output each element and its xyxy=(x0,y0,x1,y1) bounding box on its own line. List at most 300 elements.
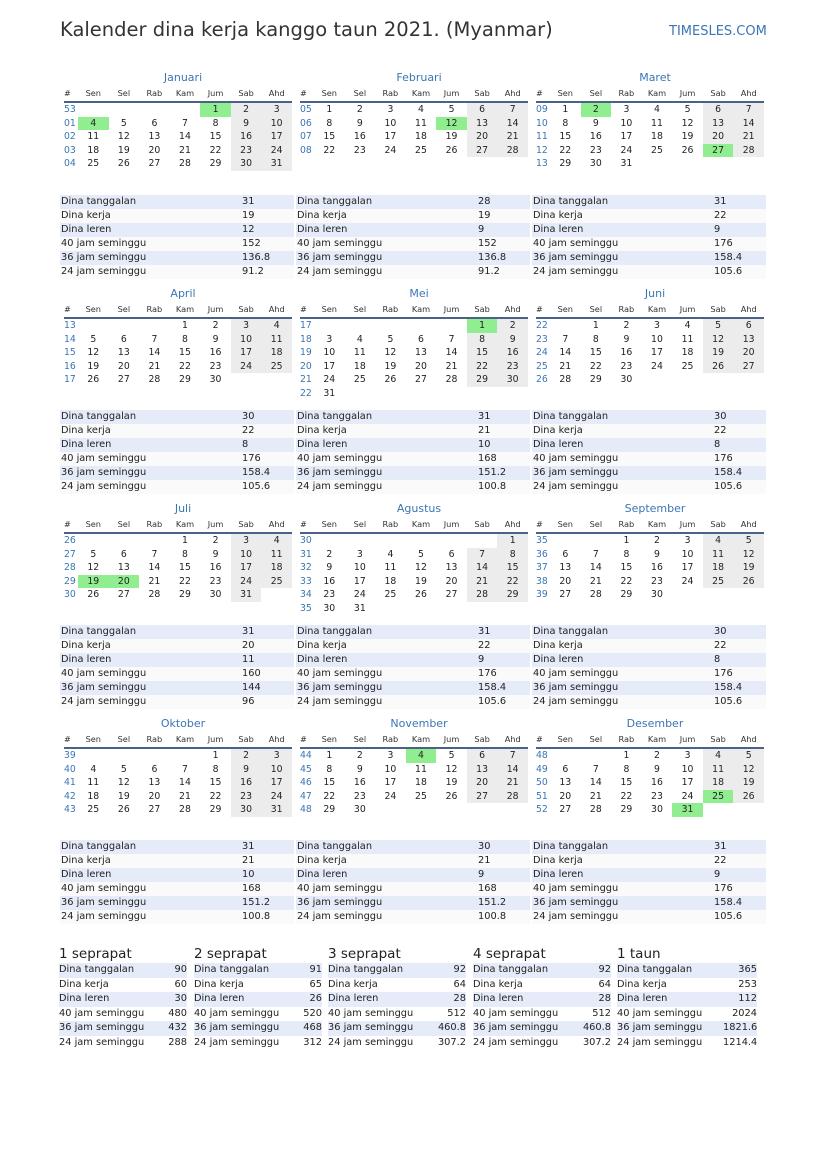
empty-day-cell xyxy=(109,748,140,763)
weekday-header: Ahd xyxy=(261,302,292,318)
day-cell: 28 xyxy=(467,588,498,602)
day-cell: 13 xyxy=(467,763,498,777)
weekday-header: Sen xyxy=(550,517,581,533)
day-cell: 3 xyxy=(684,750,691,761)
stat-row xyxy=(296,854,530,868)
day-cell: 12 xyxy=(87,347,100,359)
month-calendar xyxy=(536,286,764,387)
stat-label: 36 jam seminggu xyxy=(532,251,713,265)
empty-day-cell xyxy=(345,387,376,401)
stat-label: 36 jam seminggu xyxy=(60,896,241,910)
day-cell: 1 xyxy=(182,535,188,546)
stat-label: Dina tanggalan xyxy=(532,840,713,854)
week-number-header: # xyxy=(64,86,78,102)
day-cell: 22 xyxy=(589,360,602,372)
day-cell: 27 xyxy=(467,144,498,158)
stat-value: 158.4 xyxy=(713,681,766,695)
summary-value: 307.2 xyxy=(579,1036,611,1051)
empty-day-cell xyxy=(109,533,140,548)
stat-value: 158.4 xyxy=(477,681,530,695)
day-cell: 11 xyxy=(681,333,694,345)
day-cell: 26 xyxy=(445,790,458,802)
day-cell: 25 xyxy=(384,589,397,601)
week-row xyxy=(300,144,528,158)
summary-label: Dina tanggalan xyxy=(617,963,723,978)
summary-label: 24 jam seminggu xyxy=(617,1036,723,1051)
summary-label: Dina leren xyxy=(59,992,167,1007)
week-number: 22 xyxy=(536,320,548,331)
week-row xyxy=(64,748,292,763)
day-cell: 29 xyxy=(620,589,633,601)
month-name: Januari xyxy=(163,71,203,84)
stat-value: 176 xyxy=(713,667,766,681)
summary-value: 65 xyxy=(300,978,322,993)
week-number: 26 xyxy=(536,374,548,386)
day-cell: 22 xyxy=(467,360,498,374)
weekday-header: Ahd xyxy=(261,517,292,533)
weekday-header: Rab xyxy=(375,732,406,748)
summary-value: 28 xyxy=(436,992,466,1007)
day-cell: 16 xyxy=(323,575,336,587)
summary-row xyxy=(328,1021,466,1036)
day-cell: 21 xyxy=(559,360,572,372)
week-row xyxy=(64,130,292,144)
stat-label: Dina tanggalan xyxy=(532,195,713,209)
holiday-day-cell: 19 xyxy=(78,575,109,589)
stat-row xyxy=(296,639,530,653)
stat-value: 151.2 xyxy=(241,896,294,910)
day-cell: 1 xyxy=(562,104,569,115)
week-row xyxy=(64,360,292,374)
stat-row xyxy=(532,223,766,237)
day-cell: 19 xyxy=(117,790,130,802)
summary-table xyxy=(59,963,187,1050)
day-cell: 29 xyxy=(209,804,222,816)
week-row xyxy=(64,790,292,804)
day-cell: 28 xyxy=(148,374,161,386)
day-cell: 12 xyxy=(117,777,130,789)
month-calendar xyxy=(300,286,528,401)
weekday-header: Sel xyxy=(581,732,612,748)
day-cell: 8 xyxy=(497,548,528,562)
stat-row xyxy=(60,840,294,854)
summary-label: 36 jam seminggu xyxy=(194,1021,300,1036)
summary-row xyxy=(328,1007,466,1022)
week-number-header: # xyxy=(536,302,550,318)
day-cell: 18 xyxy=(681,347,694,359)
day-cell: 16 xyxy=(651,562,663,574)
empty-day-cell xyxy=(703,373,734,387)
day-cell: 31 xyxy=(261,157,292,171)
day-cell: 16 xyxy=(353,777,366,789)
stat-label: Dina tanggalan xyxy=(296,195,477,209)
day-cell: 23 xyxy=(209,360,222,372)
day-cell: 8 xyxy=(212,117,219,129)
day-cell: 5 xyxy=(703,318,734,333)
week-row xyxy=(300,561,528,575)
day-cell: 7 xyxy=(467,548,498,562)
day-cell: 23 xyxy=(353,144,366,156)
day-cell: 21 xyxy=(445,360,458,372)
stat-value: 28 xyxy=(477,195,530,209)
day-cell: 24 xyxy=(231,575,262,589)
week-row xyxy=(300,346,528,360)
stat-label: 24 jam seminggu xyxy=(296,910,477,924)
day-cell: 6 xyxy=(418,333,424,345)
month-table xyxy=(536,732,764,817)
month-name: Desember xyxy=(626,717,684,730)
week-number: 23 xyxy=(536,333,548,345)
day-cell: 29 xyxy=(209,158,222,170)
day-cell: 3 xyxy=(261,102,292,117)
week-row xyxy=(300,117,528,131)
week-row xyxy=(300,318,528,333)
day-cell: 1 xyxy=(623,750,630,761)
week-row xyxy=(536,561,764,575)
stat-row xyxy=(296,237,530,251)
day-cell: 21 xyxy=(733,130,764,144)
summary-row xyxy=(194,1036,322,1051)
stat-row xyxy=(296,910,530,924)
day-cell: 5 xyxy=(90,548,97,560)
weekday-header: Rab xyxy=(375,517,406,533)
week-row xyxy=(536,373,764,387)
empty-day-cell xyxy=(78,102,109,117)
week-row xyxy=(300,803,528,817)
stat-row xyxy=(296,452,530,466)
day-cell: 24 xyxy=(651,360,663,372)
day-cell: 31 xyxy=(353,602,366,614)
day-cell: 20 xyxy=(559,575,572,587)
week-number: 01 xyxy=(64,117,76,129)
day-cell: 6 xyxy=(703,102,734,117)
weekday-header: Sab xyxy=(467,517,498,533)
stat-row xyxy=(532,625,766,639)
weekday-header: Jum xyxy=(436,732,467,748)
empty-day-cell xyxy=(467,533,498,548)
stat-value: 19 xyxy=(477,209,530,223)
summary-label: 40 jam seminggu xyxy=(194,1007,300,1022)
stat-row xyxy=(60,480,294,494)
day-cell: 24 xyxy=(384,790,397,802)
empty-day-cell xyxy=(642,373,673,387)
week-number: 08 xyxy=(300,144,312,156)
day-cell: 28 xyxy=(497,144,528,158)
stat-label: 24 jam seminggu xyxy=(296,695,477,709)
summary-block xyxy=(194,945,322,1050)
day-cell: 12 xyxy=(681,117,694,129)
day-cell: 15 xyxy=(467,346,498,360)
day-cell: 13 xyxy=(148,131,161,143)
summary-label: Dina kerja xyxy=(617,978,723,993)
week-row xyxy=(536,157,764,171)
stat-row xyxy=(60,223,294,237)
stat-row xyxy=(60,195,294,209)
day-cell: 26 xyxy=(703,360,734,374)
day-cell: 4 xyxy=(684,320,691,331)
stat-label: Dina kerja xyxy=(296,209,477,223)
empty-day-cell xyxy=(642,157,673,171)
day-cell: 26 xyxy=(87,589,100,601)
day-cell: 23 xyxy=(589,144,602,156)
empty-day-cell xyxy=(436,387,467,401)
stat-label: Dina leren xyxy=(296,653,477,667)
week-row xyxy=(64,548,292,562)
day-cell: 12 xyxy=(733,548,764,562)
summary-row xyxy=(59,1036,187,1051)
day-cell: 6 xyxy=(120,333,127,345)
day-cell: 11 xyxy=(415,117,427,129)
weekday-header: Sel xyxy=(345,732,376,748)
summary-value: 512 xyxy=(579,1007,611,1022)
day-cell: 19 xyxy=(703,346,734,360)
week-row xyxy=(300,533,528,548)
day-cell: 3 xyxy=(231,533,262,548)
stat-value: 9 xyxy=(713,868,766,882)
day-cell: 14 xyxy=(733,117,764,131)
day-cell: 25 xyxy=(681,360,694,372)
day-cell: 25 xyxy=(703,575,734,589)
week-row xyxy=(536,803,764,817)
week-row xyxy=(64,575,292,589)
week-number: 15 xyxy=(64,347,76,359)
weekday-header: Kam xyxy=(406,86,437,102)
day-cell: 1 xyxy=(212,750,219,761)
stat-label: Dina tanggalan xyxy=(60,840,241,854)
day-cell: 10 xyxy=(681,763,694,775)
day-cell: 14 xyxy=(179,131,191,143)
day-cell: 12 xyxy=(445,763,458,775)
summary-label: 36 jam seminggu xyxy=(473,1021,579,1036)
stat-value: 168 xyxy=(477,452,530,466)
empty-day-cell xyxy=(139,102,170,117)
day-cell: 16 xyxy=(620,347,633,359)
day-cell: 26 xyxy=(681,144,694,156)
day-cell: 26 xyxy=(445,144,458,156)
day-cell: 24 xyxy=(384,144,397,156)
month-table xyxy=(300,86,528,157)
day-cell: 22 xyxy=(620,790,633,802)
day-cell: 13 xyxy=(703,117,734,131)
day-cell: 5 xyxy=(120,763,127,775)
week-row xyxy=(300,387,528,401)
stat-label: 24 jam seminggu xyxy=(296,265,477,279)
month-name: Oktober xyxy=(160,717,206,730)
stat-row xyxy=(296,667,530,681)
day-cell: 7 xyxy=(562,333,569,345)
stat-label: 36 jam seminggu xyxy=(60,466,241,480)
stat-label: 36 jam seminggu xyxy=(532,466,713,480)
stat-label: Dina tanggalan xyxy=(60,625,241,639)
summary-row xyxy=(194,978,322,993)
stat-row xyxy=(296,209,530,223)
day-cell: 30 xyxy=(231,157,262,171)
day-cell: 6 xyxy=(562,548,569,560)
week-row xyxy=(300,748,528,763)
day-cell: 22 xyxy=(209,790,222,802)
summary-label: 24 jam seminggu xyxy=(473,1036,579,1051)
summary-label: 40 jam seminggu xyxy=(59,1007,167,1022)
empty-day-cell xyxy=(703,157,734,171)
summary-label: Dina tanggalan xyxy=(473,963,579,978)
summary-label: Dina tanggalan xyxy=(194,963,300,978)
day-cell: 1 xyxy=(592,320,599,331)
summary-row xyxy=(617,1021,757,1036)
week-number: 39 xyxy=(64,750,76,761)
stat-label: Dina kerja xyxy=(532,854,713,868)
day-cell: 26 xyxy=(117,158,130,170)
summary-value: 92 xyxy=(436,963,466,978)
day-cell: 27 xyxy=(148,804,161,816)
empty-day-cell xyxy=(78,533,109,548)
day-cell: 29 xyxy=(497,588,528,602)
stat-value: 31 xyxy=(477,410,530,424)
day-cell: 14 xyxy=(445,347,458,359)
stat-row xyxy=(60,882,294,896)
day-cell: 22 xyxy=(559,144,572,156)
day-cell: 18 xyxy=(651,131,663,143)
stat-value: 9 xyxy=(477,653,530,667)
stat-label: Dina tanggalan xyxy=(532,410,713,424)
empty-day-cell xyxy=(436,318,467,333)
stat-row xyxy=(532,681,766,695)
day-cell: 13 xyxy=(117,347,130,359)
stat-label: 40 jam seminggu xyxy=(296,452,477,466)
brand-logo-text[interactable]: TIMESLES.COM xyxy=(669,24,767,39)
day-cell: 2 xyxy=(231,102,262,117)
stat-label: 36 jam seminggu xyxy=(532,896,713,910)
day-cell: 4 xyxy=(90,763,97,775)
week-row xyxy=(536,318,764,333)
stat-row xyxy=(60,854,294,868)
summary-label: Dina kerja xyxy=(59,978,167,993)
week-number-header: # xyxy=(300,517,314,533)
weekday-header: Sab xyxy=(231,732,262,748)
summary-label: 40 jam seminggu xyxy=(328,1007,436,1022)
day-cell: 18 xyxy=(87,144,100,156)
week-row xyxy=(536,117,764,131)
day-cell: 19 xyxy=(445,131,458,143)
week-row xyxy=(536,346,764,360)
empty-day-cell xyxy=(139,748,170,763)
day-cell: 24 xyxy=(620,144,633,156)
day-cell: 25 xyxy=(415,144,427,156)
stat-row xyxy=(296,882,530,896)
weekday-header: Sab xyxy=(231,517,262,533)
empty-day-cell xyxy=(703,588,734,602)
summary-value: 480 xyxy=(167,1007,187,1022)
day-cell: 28 xyxy=(733,144,764,158)
day-cell: 9 xyxy=(623,333,630,345)
stat-value: 158.4 xyxy=(713,896,766,910)
month-table xyxy=(64,732,292,817)
week-number-header: # xyxy=(64,517,78,533)
stat-row xyxy=(60,695,294,709)
week-row xyxy=(64,561,292,575)
week-row xyxy=(300,360,528,374)
day-cell: 3 xyxy=(654,320,660,331)
day-cell: 24 xyxy=(681,790,694,802)
page-title: Kalender dina kerja kanggo taun 2021. (Myanmar) xyxy=(60,18,553,41)
day-cell: 26 xyxy=(384,374,397,386)
empty-day-cell xyxy=(375,387,406,401)
week-number: 33 xyxy=(300,575,312,587)
weekday-header: Rab xyxy=(139,517,170,533)
day-cell: 13 xyxy=(467,117,498,131)
week-row xyxy=(64,776,292,790)
stat-value: 96 xyxy=(241,695,294,709)
day-cell: 27 xyxy=(117,374,130,386)
weekday-header: Kam xyxy=(170,86,201,102)
day-cell: 16 xyxy=(651,777,663,789)
week-number: 45 xyxy=(300,763,312,775)
summary-label: Dina tanggalan xyxy=(59,963,167,978)
empty-day-cell xyxy=(78,318,109,333)
day-cell: 10 xyxy=(261,763,292,777)
week-row xyxy=(300,333,528,347)
week-row xyxy=(64,346,292,360)
stat-row xyxy=(532,882,766,896)
summary-value: 26 xyxy=(300,992,322,1007)
day-cell: 5 xyxy=(448,750,455,761)
stat-row xyxy=(60,410,294,424)
stat-label: 24 jam seminggu xyxy=(532,480,713,494)
week-number: 49 xyxy=(536,763,548,775)
day-cell: 3 xyxy=(387,750,394,761)
day-cell: 30 xyxy=(620,374,633,386)
week-number: 04 xyxy=(64,158,76,170)
stat-label: Dina kerja xyxy=(532,424,713,438)
stat-label: 36 jam seminggu xyxy=(296,896,477,910)
stat-label: Dina leren xyxy=(60,438,241,452)
stat-label: 24 jam seminggu xyxy=(532,910,713,924)
day-cell: 9 xyxy=(212,548,219,560)
weekday-header: Ahd xyxy=(261,86,292,102)
summary-value: 460.8 xyxy=(579,1021,611,1036)
empty-day-cell xyxy=(497,602,528,616)
stat-value: 152 xyxy=(241,237,294,251)
week-row xyxy=(64,373,292,387)
week-number: 30 xyxy=(64,589,76,601)
day-cell: 3 xyxy=(326,333,333,345)
week-row xyxy=(64,117,292,131)
summary-label: Dina kerja xyxy=(194,978,300,993)
stat-label: 40 jam seminggu xyxy=(60,667,241,681)
day-cell: 16 xyxy=(209,347,222,359)
day-cell: 7 xyxy=(151,333,158,345)
day-cell: 17 xyxy=(261,776,292,790)
stat-label: Dina kerja xyxy=(532,209,713,223)
summary-label: Dina leren xyxy=(617,992,723,1007)
weekday-header: Sen xyxy=(550,86,581,102)
day-cell: 15 xyxy=(323,777,336,789)
day-cell: 12 xyxy=(415,562,427,574)
day-cell: 6 xyxy=(151,117,158,129)
stat-value: 31 xyxy=(713,840,766,854)
week-row xyxy=(300,373,528,387)
stat-label: Dina leren xyxy=(60,653,241,667)
stat-row xyxy=(60,265,294,279)
stat-row xyxy=(60,910,294,924)
weekday-header: Sab xyxy=(467,302,498,318)
week-row xyxy=(536,548,764,562)
day-cell: 23 xyxy=(209,575,222,587)
weekday-header: Sel xyxy=(345,517,376,533)
day-cell: 4 xyxy=(261,533,292,548)
day-cell: 9 xyxy=(326,562,333,574)
summary-title: 1 seprapat xyxy=(59,946,132,962)
summary-row xyxy=(617,963,757,978)
